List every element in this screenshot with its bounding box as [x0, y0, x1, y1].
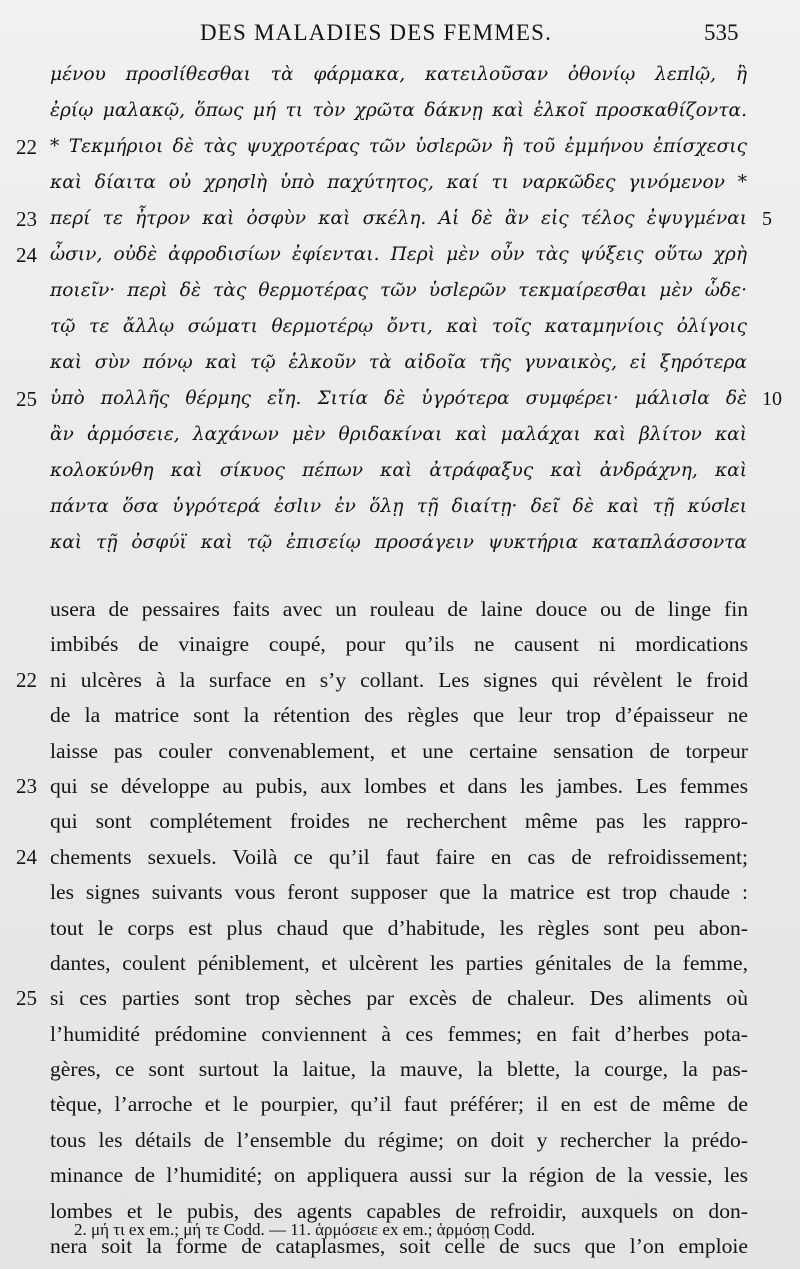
paragraph-number: 25 — [16, 387, 37, 411]
line-text: tous les détails de l’ensemble du régime; on doit y rechercher la prédo- — [50, 1127, 748, 1152]
line-text: si ces parties sont trop sèches par excès de chaleur. Des aliments où — [50, 986, 748, 1011]
line-number: 10 — [762, 388, 782, 410]
text-line — [0, 453, 800, 489]
text-line — [0, 525, 800, 561]
line-text: * Τεκμήριοι δὲ τὰς ψυχροτέρας τῶν ὑσlερῶν ἢ τοῦ ἐμμήνου ἐπίσχεσις — [50, 136, 747, 157]
line-text: κολοκύνθη καὶ σίκυος πέπων καὶ ἀτράφαξυς καὶ ἀνδράχνη, καὶ — [50, 460, 747, 481]
footnote: 2. μή τι ex em.; μή τε Codd. — 11. ἁρμόσειε ex em.; ἁρμόσῃ Codd. — [74, 1220, 536, 1239]
text-line — [0, 345, 800, 381]
line-text: ni ulcères à la surface en s’y collant. Les signes qui révèlent le froid — [50, 667, 748, 692]
text-line — [0, 804, 800, 839]
text-line — [0, 57, 800, 93]
line-text: minance de l’humidité; on appliquera aussi sur la région de la vessie, les — [50, 1163, 748, 1188]
text-line — [0, 911, 800, 946]
paragraph-number: 23 — [16, 773, 37, 798]
text-line — [0, 309, 800, 345]
line-text: nera soit la forme de cataplasmes, soit celle de sucs que l’on emploie — [50, 1234, 748, 1259]
text-line — [0, 417, 800, 453]
line-text: imbibés de vinaigre coupé, pour qu’ils ne causent ni mordications — [50, 632, 748, 657]
paragraph-number: 24 — [16, 243, 37, 267]
line-text: qui sont complétement froides ne recherchent même pas les rappro- — [50, 809, 748, 834]
line-text: les signes suivants vous feront supposer que la matrice est trop chaude : — [50, 880, 748, 905]
line-number: 5 — [762, 208, 772, 230]
line-text: ὑπὸ πολλῆς θέρμης εἴη. Σιτία δὲ ὑγρότερα συμφέρει· μάλισlα δὲ — [50, 388, 747, 409]
line-text: lombes et le pubis, des agents capables de refroidir, auxquels on don- — [50, 1198, 748, 1223]
text-line — [0, 237, 800, 273]
line-text: tout le corps est plus chaud que d’habitude, les règles sont peu abon- — [50, 915, 748, 940]
text-line — [0, 129, 800, 165]
text-line — [0, 165, 800, 201]
line-text: chements sexuels. Voilà ce qu’il faut faire en cas de refroidissement; — [50, 844, 748, 869]
text-line — [0, 273, 800, 309]
text-line — [0, 734, 800, 769]
line-text: laisse pas couler convenablement, et une certaine sensation de torpeur — [50, 738, 748, 763]
text-line — [0, 1017, 800, 1052]
running-title: DES MALADIES DES FEMMES. — [200, 20, 553, 45]
text-line — [0, 981, 800, 1016]
line-text: tèque, l’arroche et le pourpier, qu’il faut préférer; il en est de même de — [50, 1092, 748, 1117]
page-header — [0, 14, 800, 48]
line-text: ποιεῖν· περὶ δὲ τὰς θερμοτέρας τῶν ὑσlερῶν τεκμαίρεσθαι μὲν ὧδε· — [50, 280, 747, 301]
paragraph-number: 23 — [16, 207, 37, 231]
text-line — [0, 1123, 800, 1158]
text-line — [0, 698, 800, 733]
line-text: usera de pessaires faits avec un rouleau de laine douce ou de linge fin — [50, 597, 748, 621]
line-text: qui se développe au pubis, aux lombes et dans les jambes. Les femmes — [50, 773, 748, 798]
text-line — [0, 93, 800, 129]
text-line — [0, 1158, 800, 1193]
line-text: καὶ σὺν πόνῳ καὶ τῷ ἑλκοῦν τὰ αἰδοῖα τῆς γυναικὸς, εἰ ξηρότερα — [50, 352, 747, 373]
line-text: ὦσιν, οὐδὲ ἀφροδισίων ἐφίενται. Περὶ μὲν οὖν τὰς ψύξεις οὕτω χρὴ — [50, 244, 747, 265]
text-line — [0, 1087, 800, 1122]
text-line — [0, 946, 800, 981]
paragraph-number: 22 — [16, 135, 37, 159]
line-text: ἂν ἁρμόσειε, λαχάνων μὲν θριδακίναι καὶ μαλάχαι καὶ βλίτον καὶ — [50, 424, 747, 445]
paragraph-number: 25 — [16, 986, 37, 1011]
text-line — [0, 840, 800, 875]
page-number: 535 — [704, 20, 739, 45]
text-line — [0, 875, 800, 910]
text-line — [0, 769, 800, 804]
greek-text-block — [0, 57, 800, 561]
text-line — [0, 201, 800, 237]
line-text: καὶ δίαιτα οὐ χρησlὴ ὑπὸ παχύτητος, καί τι ναρκῶδες γινόμενον * — [50, 172, 747, 193]
text-line — [0, 627, 800, 662]
text-line — [0, 663, 800, 698]
line-text: περί τε ἦτρον καὶ ὀσφὺν καὶ σκέλη. Αἱ δὲ ἂν εἰς τέλος ἐψυγμέναι — [50, 208, 747, 229]
text-line — [0, 489, 800, 525]
line-text: τῷ τε ἄλλῳ σώματι θερμοτέρῳ ὄντι, καὶ τοῖς καταμηνίοις ὀλίγοις — [50, 316, 747, 337]
text-line — [0, 381, 800, 417]
french-translation-block — [0, 592, 800, 1264]
line-text: gères, ce sont surtout la laitue, la mauve, la blette, la courge, la pas- — [50, 1057, 748, 1082]
text-line — [0, 1052, 800, 1087]
line-text: de la matrice sont la rétention des règles que leur trop d’épaisseur ne — [50, 703, 748, 728]
line-text: μένου προσlίθεσθαι τὰ φάρμακα, κατειλοῦσαν ὀθονίῳ λεπlῷ, ἢ — [50, 64, 747, 85]
line-text: καὶ τῇ ὀσφύϊ καὶ τῷ ἐπισείῳ προσάγειν ψυκτήρια καταπλάσσοντα — [50, 532, 747, 553]
text-line — [0, 592, 800, 627]
paragraph-number: 24 — [16, 844, 37, 869]
line-text: ἐρίῳ μαλακῷ, ὅπως μή τι τὸν χρῶτα δάκνῃ καὶ ἑλκοῖ προσκαθίζοντα. — [50, 100, 747, 121]
paragraph-number: 22 — [16, 667, 37, 692]
line-text: dantes, coulent péniblement, et ulcèrent les parties génitales de la femme, — [50, 950, 748, 975]
line-text: l’humidité prédomine conviennent à ces femmes; en fait d’herbes pota- — [50, 1021, 748, 1046]
line-text: πάντα ὅσα ὑγρότερά ἐσlιν ἐν ὅλῃ τῇ διαίτῃ· δεῖ δὲ καὶ τῇ κύσlει — [50, 496, 747, 517]
